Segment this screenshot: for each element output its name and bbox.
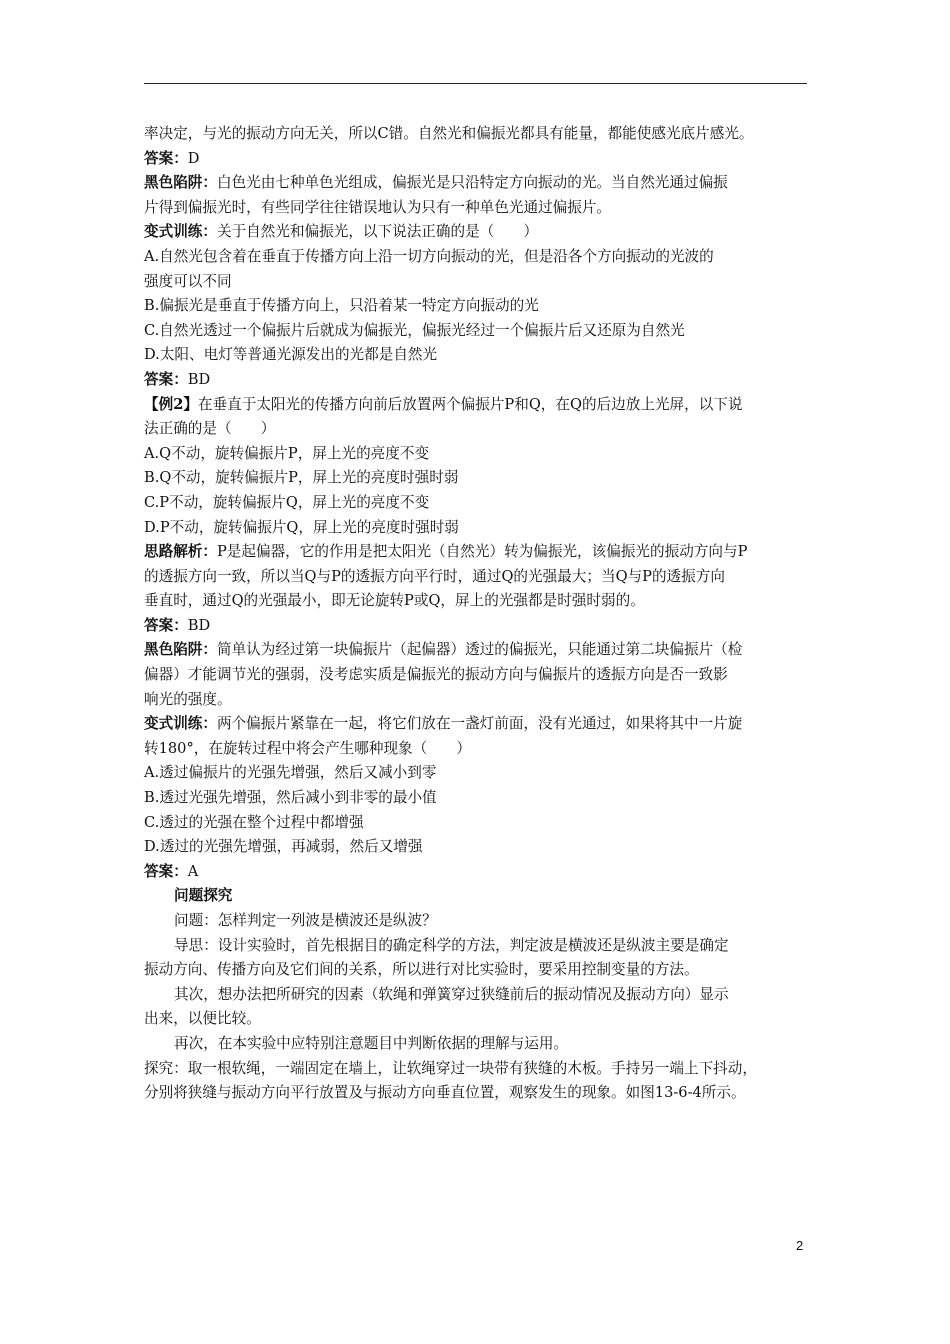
text-line	[144, 368, 816, 393]
line-text: 的透振方向一致，所以当Q与P的透振方向平行时，通过Q的光强最大；当Q与P的透振方向	[144, 567, 725, 585]
line-text: C.P不动，旋转偏振片Q，屏上光的亮度不变	[144, 493, 430, 511]
text-line	[144, 565, 816, 590]
line-text: 关于自然光和偏振光，以下说法正确的是（ ）	[216, 223, 539, 241]
text-line	[144, 171, 816, 196]
guide-line-2: 振动方向、传播方向及它们间的关系，所以进行对比实验时，要采用控制变量的方法。	[144, 961, 699, 979]
text-line	[144, 245, 816, 270]
text-line	[144, 860, 816, 885]
text-line	[144, 737, 816, 762]
line-label: 【例2】	[144, 395, 198, 413]
line-text: 响光的强度。	[144, 690, 232, 708]
line-text: 率决定，与光的振动方向无关，所以C错。自然光和偏振光都具有能量，都能使感光底片感光。	[144, 125, 754, 142]
page-number: 2	[796, 1238, 804, 1253]
line-text: C.透过的光强在整个过程中都增强	[144, 813, 364, 831]
text-line	[144, 786, 816, 811]
line-text: D	[187, 149, 200, 167]
line-text: A.自然光包含着在垂直于传播方向上沿一切方向振动的光，但是沿各个方向振动的光波的	[144, 247, 714, 265]
section-heading: 问题探究	[174, 887, 233, 905]
text-line	[144, 688, 816, 713]
question-line: 问题：怎样判定一列波是横波还是纵波？	[174, 912, 437, 929]
line-text: A.Q不动，旋转偏振片P，屏上光的亮度不变	[144, 444, 430, 462]
line-text: 转180°，在旋转过程中将会产生哪种现象（ ）	[144, 739, 472, 757]
line-text: A	[187, 862, 199, 880]
text-lines	[144, 122, 816, 884]
line-label: 变式训练：	[144, 223, 217, 241]
text-line	[144, 712, 816, 737]
line-label: 答案：	[144, 149, 188, 167]
line-text: 片得到偏振光时，有些同学往往错误地认为只有一种单色光通过偏振片。	[144, 198, 612, 216]
text-line	[144, 589, 816, 614]
line-text: BD	[187, 370, 211, 388]
text-line	[144, 122, 816, 147]
line-text: 两个偏振片紧靠在一起，将它们放在一盏灯前面，没有光通过，如果将其中一片旋	[216, 715, 743, 733]
text-line	[144, 319, 816, 344]
line-label: 答案：	[144, 616, 188, 634]
line-label: 黑色陷阱：	[144, 641, 217, 659]
text-line	[144, 220, 816, 245]
second-line-2: 出来，以便比较。	[144, 1010, 261, 1028]
line-text: 白色光由七种单色光组成，偏振光是只沿特定方向振动的光。当自然光通过偏振	[216, 174, 728, 192]
text-line	[144, 540, 816, 565]
line-text: A.透过偏振片的光强先增强，然后又减小到零	[144, 764, 437, 782]
explore-line-2: 分别将狭缝与振动方向平行放置及与振动方向垂直位置，观察发生的现象。如图13-6-4所示。	[144, 1084, 746, 1102]
text-line	[144, 343, 816, 368]
text-line	[144, 811, 816, 836]
text-line	[144, 491, 816, 516]
text-line	[144, 466, 816, 491]
explore-line-1: 探究：取一根软绳，一端固定在墙上，让软绳穿过一块带有狭缝的木板。手持另一端上下抖动，	[144, 1059, 757, 1077]
line-text: C.自然光透过一个偏振片后就成为偏振光，偏振光经过一个偏振片后又还原为自然光	[144, 321, 685, 339]
text-line	[144, 663, 816, 688]
text-line	[144, 393, 816, 418]
guide-line-1: 导思：设计实验时，首先根据目的确定科学的方法，判定波是横波还是纵波主要是确定	[174, 936, 729, 954]
text-line	[144, 417, 816, 442]
text-line	[144, 761, 816, 786]
line-text: 偏器）才能调节光的强弱，没考虑实质是偏振光的振动方向与偏振片的透振方向是否一致影	[144, 666, 728, 684]
line-text: D.太阳、电灯等普通光源发出的光都是自然光	[144, 346, 438, 364]
text-line	[144, 638, 816, 663]
line-text: 在垂直于太阳光的传播方向前后放置两个偏振片P和Q，在Q的后边放上光屏，以下说	[197, 395, 743, 413]
second-line-1: 其次，想办法把所研究的因素（软绳和弹簧穿过狭缝前后的振动情况及振动方向）显示	[174, 985, 729, 1003]
text-line	[144, 442, 816, 467]
line-label: 变式训练：	[144, 715, 217, 733]
header-rule	[144, 83, 807, 84]
line-text: D.透过的光强先增强，再减弱，然后又增强	[144, 838, 423, 856]
text-line	[144, 516, 816, 541]
line-text: BD	[187, 616, 211, 634]
line-text: D.P不动，旋转偏振片Q，屏上光的亮度时强时弱	[144, 518, 459, 536]
text-line	[144, 614, 816, 639]
line-label: 思路解析：	[144, 543, 217, 561]
text-line	[144, 270, 816, 295]
text-line	[144, 294, 816, 319]
line-text: 强度可以不同	[144, 272, 232, 290]
line-text: 垂直时，通过Q的光强最小，即无论旋转P或Q，屏上的光强都是时强时弱的。	[144, 592, 645, 610]
line-label: 答案：	[144, 370, 188, 388]
text-line	[144, 835, 816, 860]
line-text: 法正确的是（ ）	[144, 420, 276, 438]
line-label: 黑色陷阱：	[144, 174, 217, 192]
line-label: 答案：	[144, 862, 188, 880]
line-text: B.透过光强先增强，然后减小到非零的最小值	[144, 789, 437, 807]
document-body	[144, 122, 816, 1106]
text-line	[144, 147, 816, 172]
third-line: 再次，在本实验中应特别注意题目中判断依据的理解与运用。	[174, 1034, 569, 1052]
line-text: 简单认为经过第一块偏振片（起偏器）透过的偏振光，只能通过第二块偏振片（检	[216, 641, 743, 659]
line-text: P是起偏器，它的作用是把太阳光（自然光）转为偏振光，该偏振光的振动方向与P	[216, 543, 748, 561]
text-line	[144, 196, 816, 221]
line-text: B.Q不动，旋转偏振片P，屏上光的亮度时强时弱	[144, 469, 459, 487]
line-text: B.偏振光是垂直于传播方向上，只沿着某一特定方向振动的光	[144, 297, 539, 315]
